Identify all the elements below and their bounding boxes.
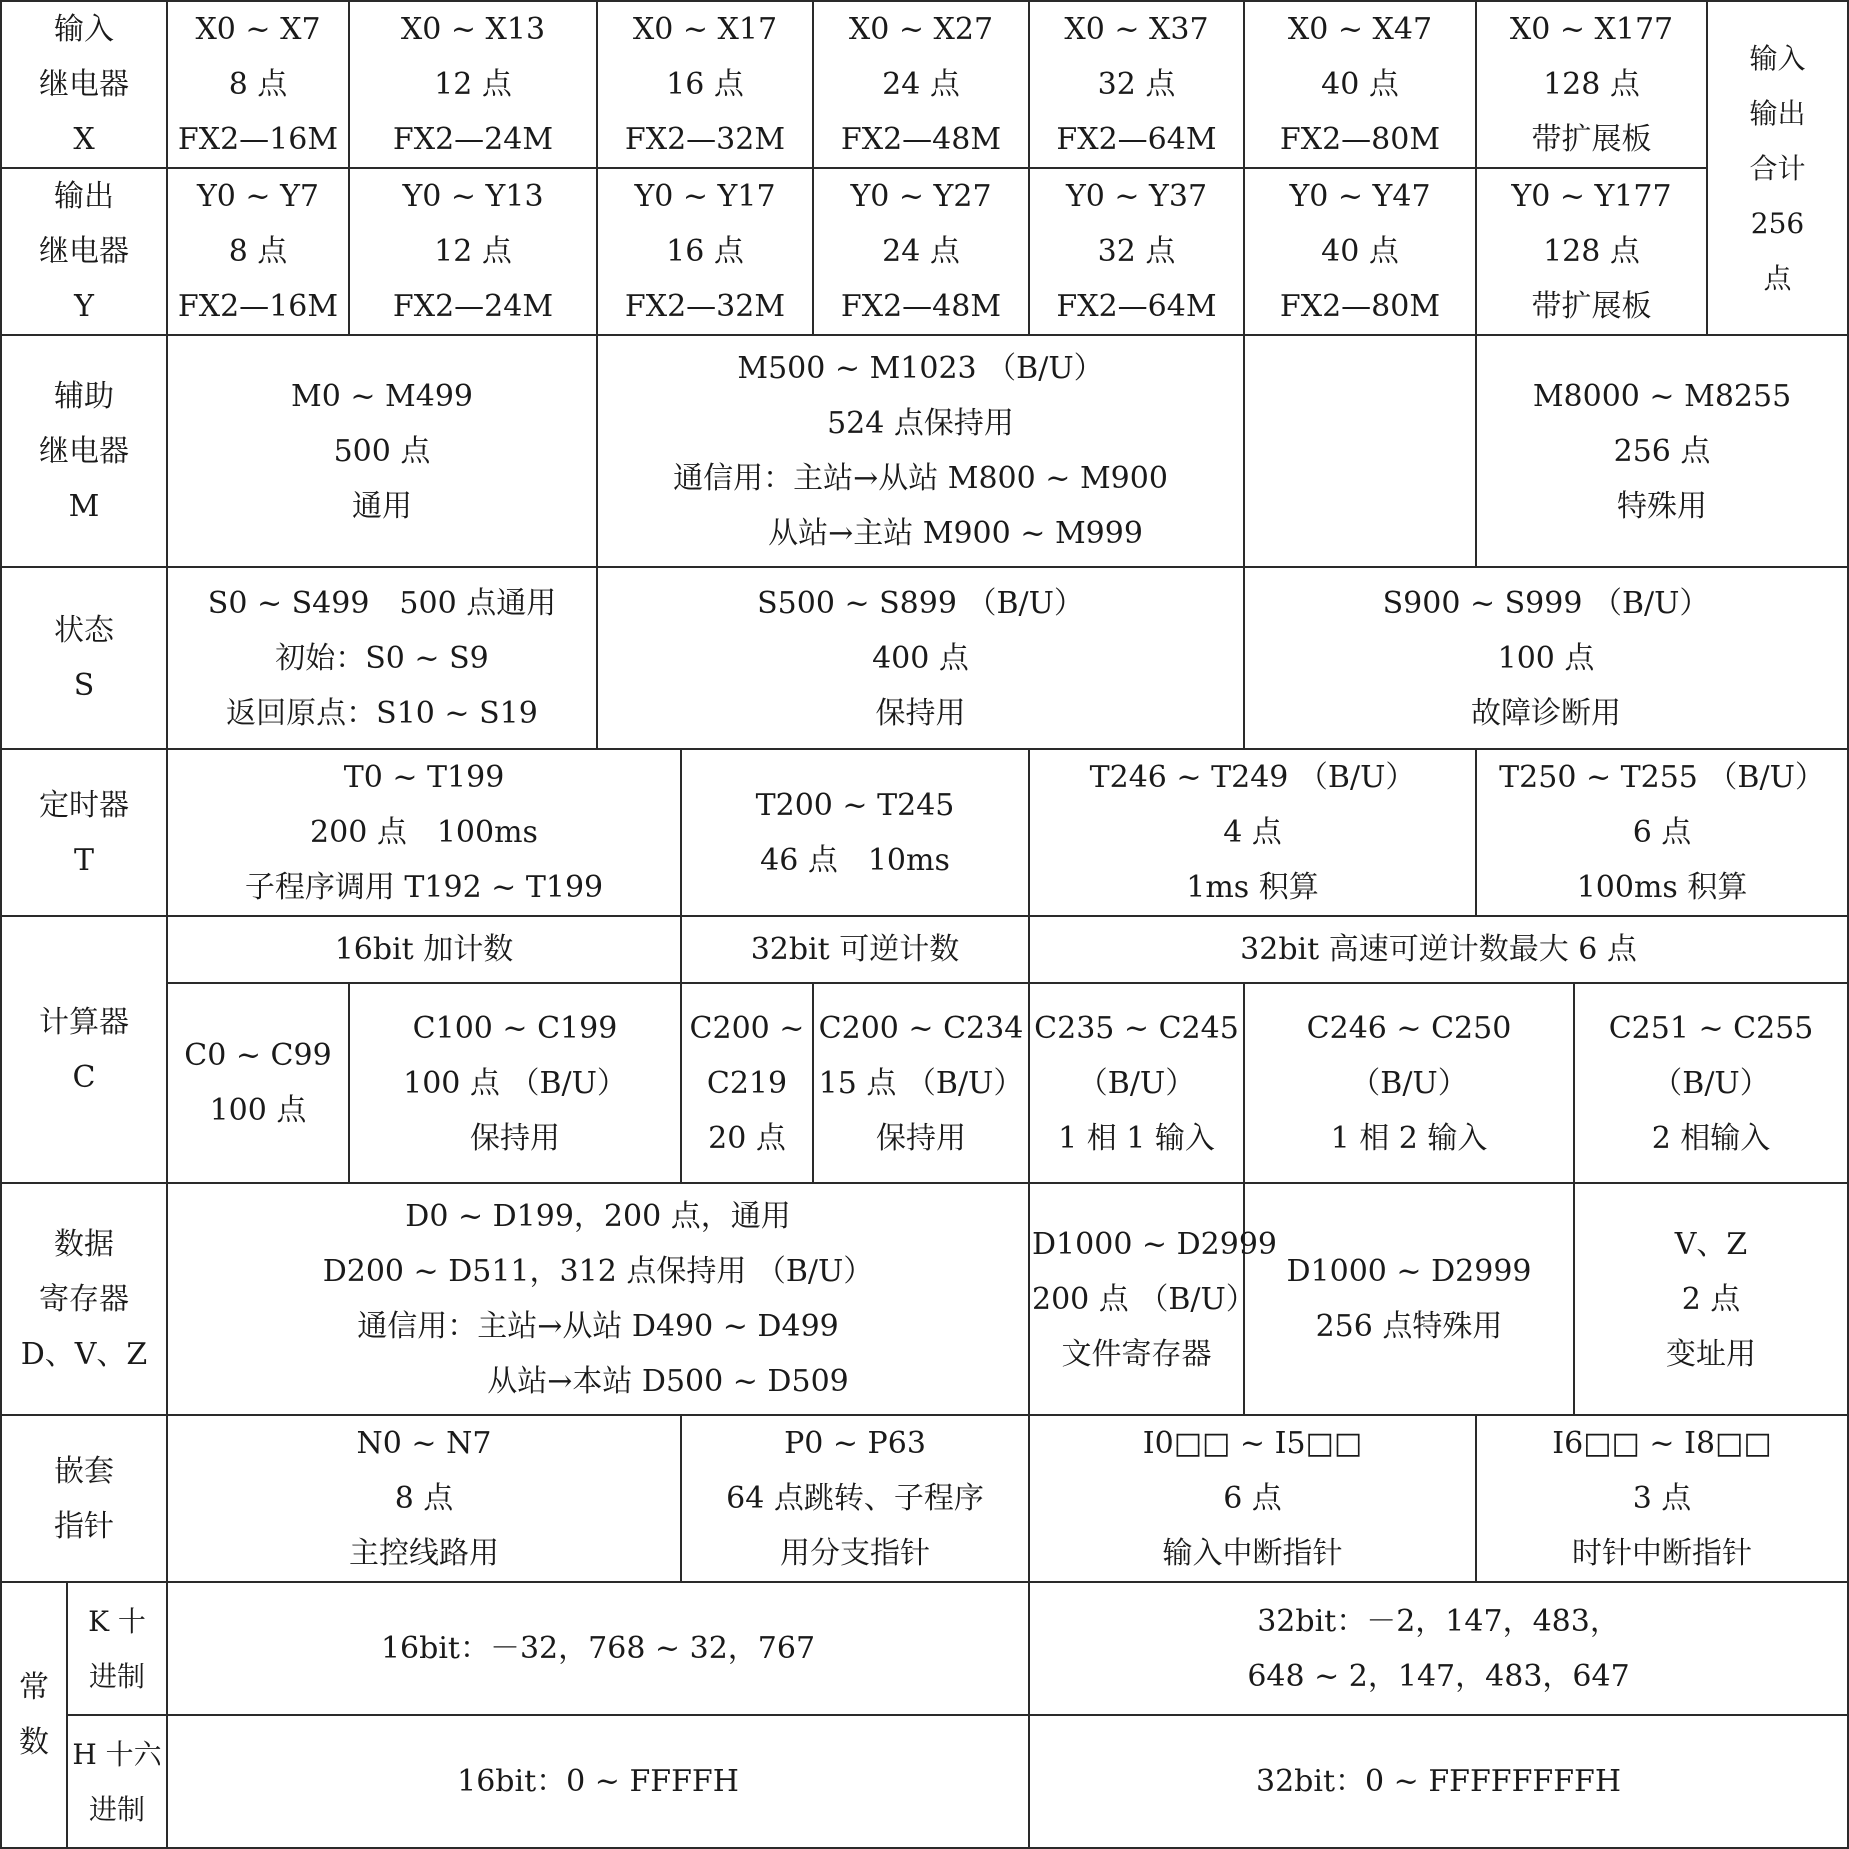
label-line: K 十 (88, 1604, 146, 1638)
p-input-int-cell (1029, 1415, 1476, 1582)
constant-h-label (67, 1715, 167, 1848)
points-text: 16 点 (666, 67, 744, 102)
timer-row (1, 749, 1848, 916)
usage-text: 主控线路用 (349, 1536, 499, 1571)
label-line: S (73, 668, 95, 703)
label-line: 继电器 (39, 433, 129, 469)
points-text: 6 点 (1223, 1481, 1282, 1516)
comm-text: 从站→本站 D500 ~ D509 (487, 1364, 849, 1399)
label-line: 输出 (54, 179, 114, 214)
points-text: 64 点跳转、子程序 (726, 1481, 984, 1516)
range-text: Y0 ~ Y177 (1511, 179, 1672, 214)
model-text: FX2—64M (1056, 289, 1217, 324)
c-32-latched-cell (813, 983, 1029, 1183)
usage-text: 时针中断指针 (1572, 1536, 1752, 1571)
return-text: 返回原点：S10 ~ S19 (226, 695, 538, 731)
points-text: 8 点 (228, 67, 288, 102)
model-text: FX2—80M (1279, 122, 1441, 157)
range-text: X0 ~ X7 (195, 12, 321, 47)
c-32bit-header: 32bit 可逆计数 (681, 916, 1029, 983)
s-latched-cell (597, 567, 1244, 749)
points-text: 8 点 (228, 234, 288, 269)
c-32-general-cell (681, 983, 813, 1183)
y-cell-80m (1244, 168, 1476, 335)
total-line: 输出 (1749, 96, 1806, 130)
points-text: 3 点 (1632, 1481, 1692, 1516)
range-text: M8000 ~ M8255 (1532, 378, 1792, 414)
label-line: 指针 (54, 1508, 114, 1544)
x-cell-expansion (1476, 1, 1707, 168)
constant-group-label (1, 1582, 67, 1848)
range-text: D200 ~ D511，312 点保持用 （B/U） (322, 1254, 874, 1289)
data-register-label (1, 1183, 167, 1415)
initial-text: 初始：S0 ~ S9 (275, 640, 489, 676)
m-latched-cell (597, 335, 1244, 567)
usage-text: 输入中断指针 (1162, 1536, 1343, 1571)
points-text: 32 点 (1097, 234, 1176, 269)
range-text: T200 ~ T245 (755, 787, 955, 823)
t-100ms-acc-cell (1476, 749, 1848, 916)
x-cell-80m (1244, 1, 1476, 168)
input-relay-row (1, 1, 1848, 168)
label-line: 辅助 (54, 378, 114, 414)
points-text: 100 点 （B/U） (403, 1065, 627, 1101)
points-text: 32 点 (1097, 67, 1176, 102)
usage-text: 特殊用 (1617, 488, 1707, 524)
range-text: S0 ~ S499 500 点通用 (207, 585, 557, 621)
label-line: 计算器 (39, 1004, 129, 1040)
x-cell-16m (167, 1, 349, 168)
range-text: C100 ~ C199 (412, 1010, 618, 1046)
y-cell-16m (167, 168, 349, 335)
range-text: 648 ~ 2，147，483，647 (1247, 1658, 1630, 1694)
counter-label (1, 916, 167, 1183)
c-general-cell (167, 983, 349, 1183)
range-text: Y0 ~ Y47 (1289, 179, 1431, 214)
io-total-cell (1707, 1, 1848, 335)
t-100ms-cell (167, 749, 681, 916)
c-hs-1p1i-cell (1029, 983, 1244, 1183)
h-32bit-cell: 32bit：0 ~ FFFFFFFFH (1029, 1715, 1848, 1848)
aux-relay-row (1, 335, 1848, 567)
x-cell-48m (813, 1, 1029, 168)
d-general-cell (167, 1183, 1029, 1415)
usage-text: 1 相 2 输入 (1330, 1120, 1488, 1156)
points-text: 20 点 (708, 1120, 786, 1156)
range-text: X0 ~ X37 (1064, 12, 1209, 47)
range-text: Y0 ~ Y17 (634, 179, 776, 214)
range-text: Y0 ~ Y13 (402, 179, 544, 214)
range-text: C219 (706, 1065, 788, 1101)
usage-text: 1ms 积算 (1186, 870, 1319, 905)
range-text: X0 ~ X13 (400, 12, 546, 47)
comm-text: 从站→主站 M900 ~ M999 (768, 516, 1143, 551)
points-text: 128 点 (1543, 234, 1640, 269)
y-cell-expansion (1476, 168, 1707, 335)
y-cell-24m (349, 168, 597, 335)
model-text: FX2—48M (840, 122, 1002, 157)
label-line: Y (74, 289, 94, 324)
model-text: FX2—24M (392, 122, 554, 157)
s-general-cell (167, 567, 597, 749)
bu-text: （B/U） (1077, 1065, 1196, 1101)
model-text: FX2—80M (1279, 289, 1441, 324)
x-cell-32m (597, 1, 813, 168)
points-text: 6 点 (1632, 815, 1692, 850)
usage-text: 故障诊断用 (1471, 695, 1621, 731)
label-line: 进制 (88, 1659, 145, 1693)
points-text: 16 点 (666, 234, 744, 269)
k-16bit-cell: 16bit：－32，768 ~ 32，767 (167, 1582, 1029, 1715)
usage-text: 变址用 (1666, 1336, 1756, 1372)
points-text: 100 点 (1497, 640, 1595, 676)
range-text: C0 ~ C99 (184, 1038, 332, 1073)
points-text: 40 点 (1321, 67, 1399, 102)
pointer-label (1, 1415, 167, 1582)
range-text: D0 ~ D199，200 点，通用 (405, 1199, 791, 1234)
total-line: 合计 (1749, 151, 1806, 185)
points-text: 4 点 (1223, 815, 1282, 850)
model-text: FX2—32M (624, 122, 786, 157)
points-text: 524 点保持用 (827, 406, 1014, 441)
usage-text: 子程序调用 T192 ~ T199 (244, 870, 604, 905)
points-text: 40 点 (1321, 234, 1399, 269)
usage-text: 保持用 (876, 1120, 966, 1156)
c-16bit-header: 16bit 加计数 (167, 916, 681, 983)
constant-h-row (1, 1715, 1848, 1848)
usage-text: 保持用 (875, 695, 966, 731)
points-text: 15 点 （B/U） (818, 1065, 1024, 1101)
model-text: 带扩展板 (1531, 289, 1652, 324)
model-text: FX2—48M (840, 289, 1002, 324)
points-text: 46 点 10ms (760, 842, 950, 878)
output-relay-label (1, 168, 167, 335)
y-cell-32m (597, 168, 813, 335)
total-line: 256 (1750, 206, 1805, 240)
range-text: C200 ~ (689, 1010, 805, 1046)
usage-text: 用分支指针 (780, 1536, 930, 1571)
label-line: 输入 (54, 12, 114, 47)
range-text: Y0 ~ Y7 (197, 179, 319, 214)
label-line: M (68, 488, 100, 524)
range-text: D1000 ~ D2999 (1032, 1226, 1278, 1262)
label-line: D、V、Z (20, 1336, 148, 1372)
model-text: FX2—16M (177, 289, 339, 324)
usage-text: 文件寄存器 (1061, 1336, 1212, 1372)
c-hs-1p2i-cell (1244, 983, 1574, 1183)
points-text: 100 点 (209, 1093, 307, 1128)
c-hs-2p-cell (1574, 983, 1848, 1183)
counter-detail-row (1, 983, 1848, 1183)
label-line: 状态 (54, 613, 114, 648)
m-special-cell (1476, 335, 1848, 567)
d-file-cell (1029, 1183, 1278, 1415)
model-text: FX2—32M (624, 289, 786, 324)
range-text: X0 ~ X27 (848, 12, 994, 47)
range-text: X0 ~ X47 (1287, 12, 1433, 47)
t-1ms-acc-cell (1029, 749, 1476, 916)
d-special-cell (1244, 1183, 1574, 1415)
range-text: N0 ~ N7 (356, 1426, 492, 1461)
bu-text: （B/U） (1350, 1065, 1468, 1101)
state-label (1, 567, 167, 749)
x-cell-64m (1029, 1, 1244, 168)
range-text: X0 ~ X17 (632, 12, 778, 47)
comm-text: 通信用：主站→从站 D490 ~ D499 (357, 1309, 839, 1344)
label-line: T (73, 842, 94, 878)
range-text: C251 ~ C255 (1608, 1010, 1814, 1046)
label-line: 常 (19, 1670, 49, 1705)
points-text: 200 点 100ms (310, 815, 538, 850)
counter-header-row (1, 916, 1848, 983)
label-line: 数据 (54, 1226, 114, 1262)
data-register-row (1, 1183, 1848, 1415)
model-text: FX2—64M (1056, 122, 1217, 157)
usage-text: 通用 (352, 488, 412, 524)
p-timer-int-cell (1476, 1415, 1848, 1582)
range-text: X0 ~ X177 (1509, 12, 1674, 47)
label-line: X (73, 122, 95, 157)
model-text: 带扩展板 (1531, 122, 1652, 157)
label-line: 进制 (88, 1792, 145, 1826)
m-empty-cell (1244, 335, 1476, 567)
y-cell-48m (813, 168, 1029, 335)
points-text: 8 点 (394, 1481, 454, 1516)
input-relay-label (1, 1, 167, 168)
state-row (1, 567, 1848, 749)
usage-text: 256 点特殊用 (1315, 1309, 1503, 1344)
total-line: 点 (1763, 261, 1792, 295)
range-text: T0 ~ T199 (343, 760, 505, 795)
range-text: D1000 ~ D2999 (1286, 1254, 1532, 1289)
range-text: I6□□ ~ I8□□ (1552, 1426, 1772, 1461)
label-line: 继电器 (39, 67, 129, 102)
points-text: 12 点 (434, 234, 512, 269)
range-text: C246 ~ C250 (1306, 1010, 1512, 1046)
points-text: 12 点 (434, 67, 512, 102)
p-pointer-cell (681, 1415, 1029, 1582)
label-line: 定时器 (39, 787, 129, 823)
range-text: C235 ~ C245 (1034, 1010, 1239, 1046)
x-cell-24m (349, 1, 597, 168)
output-relay-row (1, 168, 1848, 335)
usage-text: 1 相 1 输入 (1058, 1120, 1215, 1156)
points-text: 500 点 (333, 433, 431, 469)
range-text: V、Z (1674, 1226, 1748, 1262)
label-line: C (72, 1059, 96, 1095)
range-text: 32bit：－2，147，483， (1257, 1603, 1620, 1639)
points-text: 24 点 (882, 234, 960, 269)
c-latched-cell (349, 983, 681, 1183)
m-general-cell (167, 335, 597, 567)
range-text: T246 ~ T249 （B/U） (1089, 760, 1416, 795)
label-line: 嵌套 (54, 1453, 114, 1489)
comm-text: 通信用：主站→从站 M800 ~ M900 (673, 461, 1168, 496)
range-text: T250 ~ T255 （B/U） (1499, 760, 1825, 795)
points-text: 200 点 （B/U） (1032, 1281, 1256, 1317)
range-text: S900 ~ S999 （B/U） (1382, 585, 1710, 621)
range-text: S500 ~ S899 （B/U） (757, 585, 1084, 621)
s-fault-cell (1244, 567, 1848, 749)
d-index-cell (1574, 1183, 1848, 1415)
range-text: P0 ~ P63 (784, 1426, 926, 1461)
range-text: M0 ~ M499 (291, 378, 473, 414)
pointer-row (1, 1415, 1848, 1582)
points-text: 2 点 (1681, 1281, 1741, 1317)
c-highspeed-header: 32bit 高速可逆计数最大 6 点 (1029, 916, 1848, 983)
p-nest-cell (167, 1415, 681, 1582)
timer-label (1, 749, 167, 916)
points-text: 128 点 (1543, 67, 1640, 102)
label-line: 继电器 (39, 234, 129, 269)
h-16bit-cell: 16bit：0 ~ FFFFH (167, 1715, 1029, 1848)
usage-text: 保持用 (470, 1120, 560, 1156)
constant-k-row (1, 1582, 1848, 1715)
range-text: C200 ~ C234 (818, 1010, 1024, 1046)
bu-text: （B/U） (1652, 1065, 1770, 1101)
usage-text: 2 相输入 (1651, 1120, 1771, 1156)
points-text: 24 点 (882, 67, 960, 102)
range-text: M500 ~ M1023 （B/U） (737, 351, 1104, 386)
label-line: 数 (19, 1725, 49, 1760)
usage-text: 100ms 积算 (1576, 870, 1748, 905)
k-32bit-cell (1029, 1582, 1848, 1715)
range-text: Y0 ~ Y37 (1065, 179, 1208, 214)
y-cell-64m (1029, 168, 1244, 335)
model-text: FX2—24M (392, 289, 554, 324)
t-10ms-cell (681, 749, 1029, 916)
label-line: H 十六 (72, 1737, 162, 1771)
total-line: 输入 (1749, 41, 1806, 75)
aux-relay-label (1, 335, 167, 567)
range-text: I0□□ ~ I5□□ (1142, 1426, 1363, 1461)
points-text: 256 点 (1613, 433, 1711, 469)
range-text: Y0 ~ Y27 (850, 179, 992, 214)
model-text: FX2—16M (177, 122, 339, 157)
label-line: 寄存器 (39, 1281, 129, 1317)
points-text: 400 点 (872, 640, 969, 676)
constant-k-label (67, 1582, 167, 1715)
